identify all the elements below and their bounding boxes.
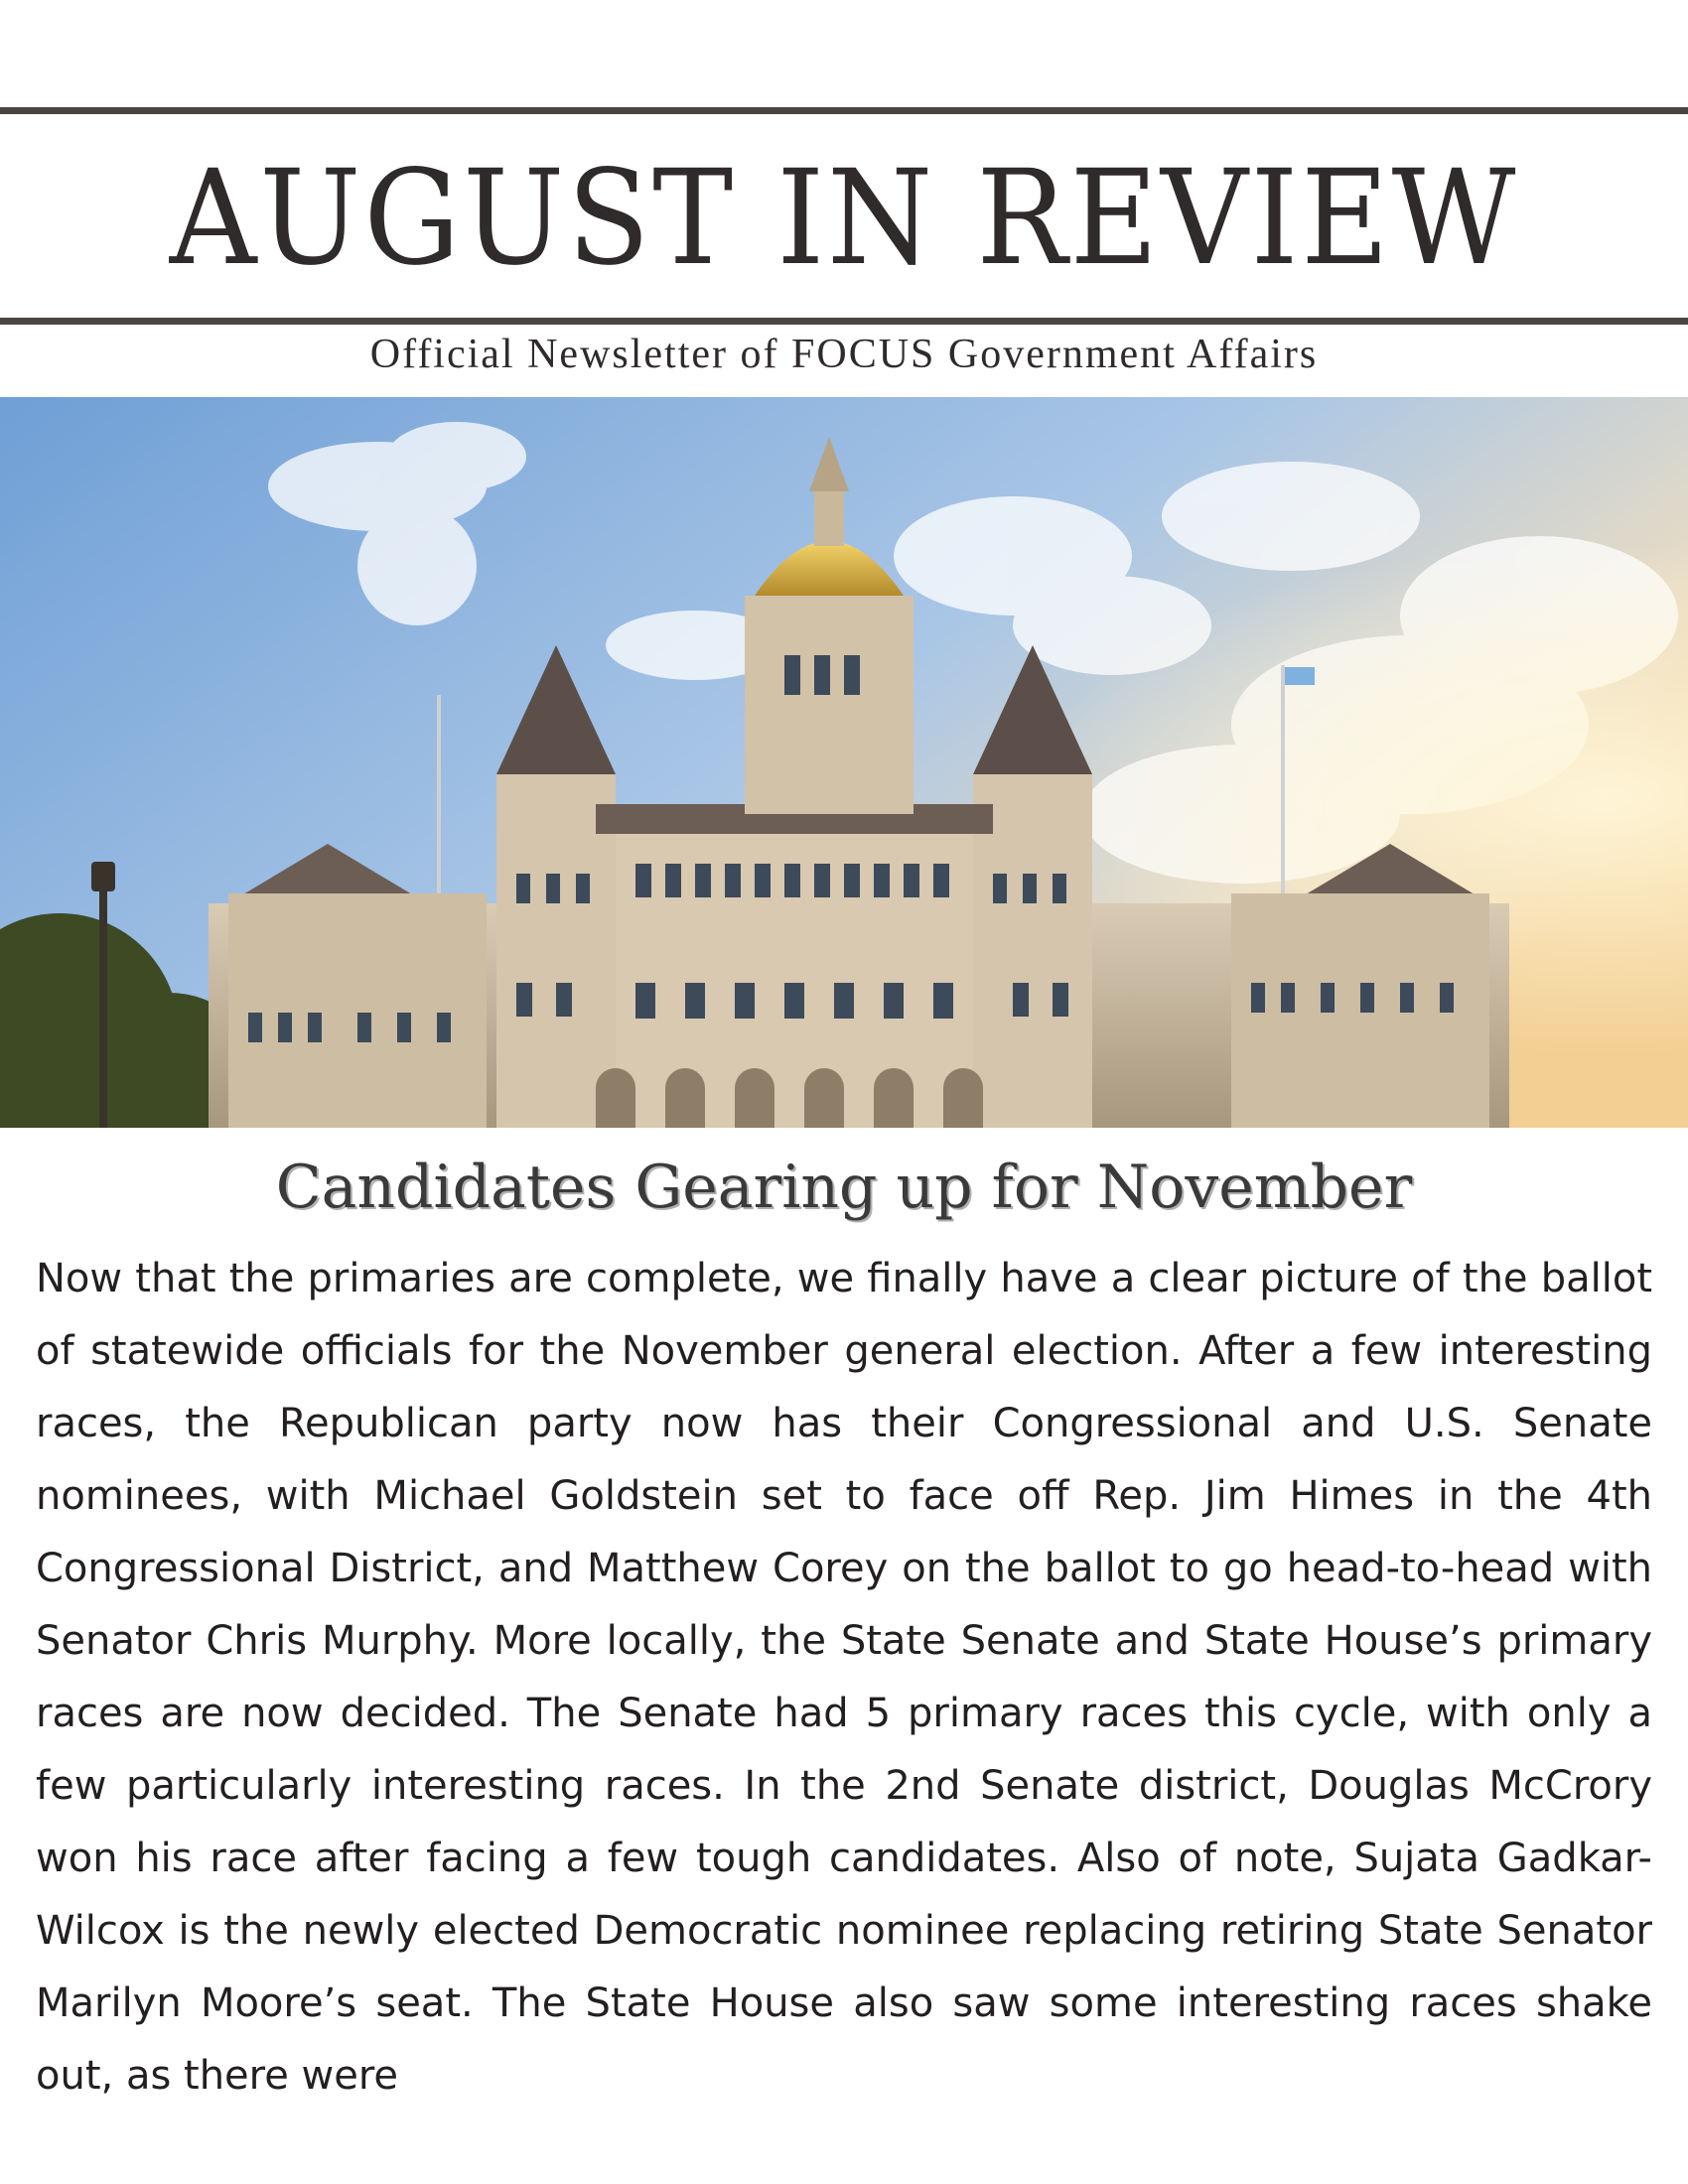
masthead-bottom-rule	[0, 318, 1688, 325]
capitol-building-photo	[0, 397, 1688, 1128]
masthead-top-rule	[0, 107, 1688, 114]
article-headline: Candidates Gearing up for November	[275, 1153, 1413, 1222]
article-body: Now that the primaries are complete, we finally have a clear picture of the ballot of statewide officials for the November general election. After a few interesting races, the Republican party now has their Congressional and U.S. Senate nominees, with Michael Goldstein set to face off Rep. Jim Himes in the 4th Congressional District, and Matthew Corey on the ballot to go head-to-head with Senator Chris Murphy. More locally, the State Senate and State House’s primary races are now decided. The Senate had 5 primary races this cycle, with only a few particularly interesting races. In the 2nd Senate district, Douglas McCrory won his race after facing a few tough candidates. Also of note, Sujata Gadkar-Wilcox is the newly elected Democratic nominee replacing retiring State Senator Marilyn Moore’s seat. The State House also saw some interesting races shake out, as there were	[36, 1256, 1652, 2099]
capitol-illustration	[0, 397, 1688, 1128]
newsletter-subtitle: Official Newsletter of FOCUS Government Affairs	[369, 332, 1319, 377]
newsletter-title: AUGUST IN REVIEW	[169, 142, 1519, 295]
